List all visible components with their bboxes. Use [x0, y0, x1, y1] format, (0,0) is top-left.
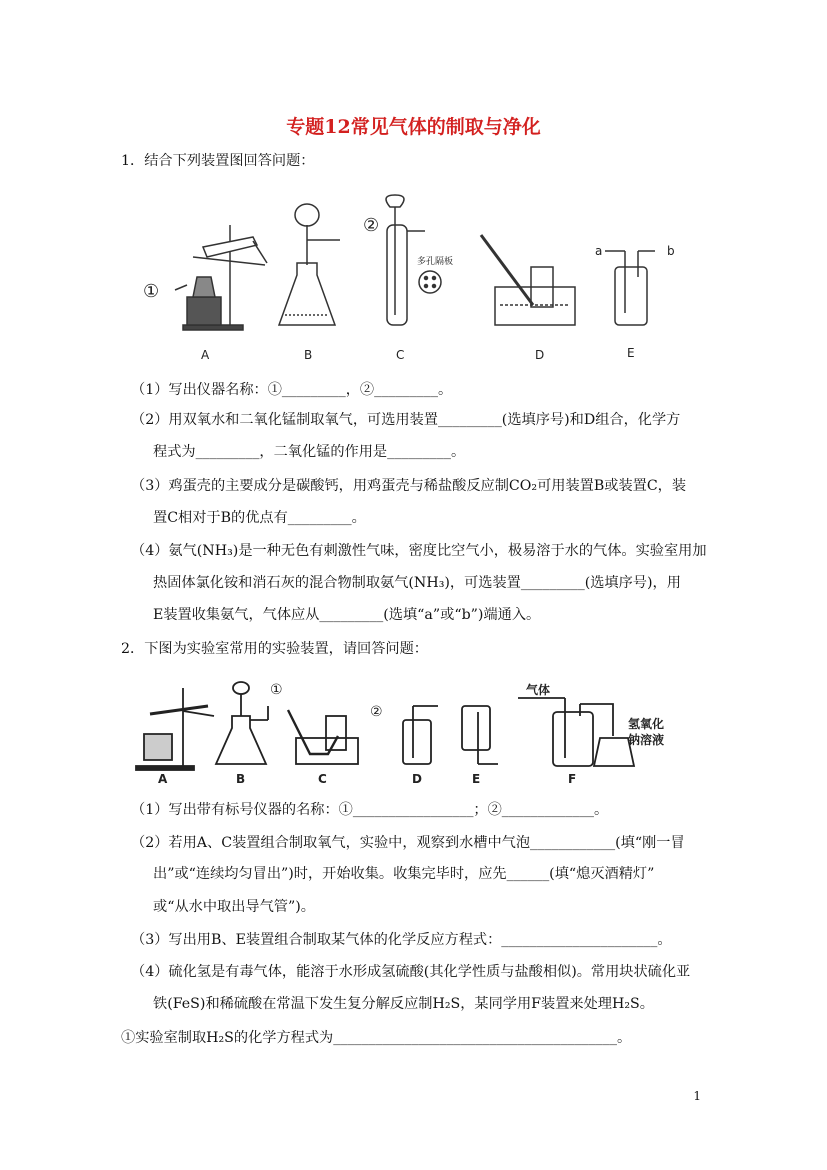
apparatus-d	[481, 235, 575, 325]
apparatus-a	[175, 225, 267, 330]
q1-apparatus-figure	[135, 185, 675, 365]
q1-mark-1: ①	[143, 281, 160, 302]
q1-line-4: （3）鸡蛋壳的主要成分是碳酸钙，用鸡蛋壳与稀盐酸反应制CO₂可用装置B或装置C，装	[131, 478, 687, 494]
q2-solution-label-1: 氢氧化	[628, 717, 665, 731]
apparatus-e	[462, 706, 498, 764]
apparatus-b	[216, 682, 268, 764]
q1-label-c: C	[396, 348, 405, 362]
q1-label-a: A	[201, 348, 210, 362]
q2-mark-1: ①	[270, 682, 283, 698]
q1-label-b: B	[304, 348, 313, 362]
q2-line-1: （1）写出带有标号仪器的名称：①_________________；②_____________。	[131, 802, 609, 818]
q1-line-3: 程式为_________，二氧化锰的作用是_________。	[153, 444, 466, 460]
apparatus-f	[518, 698, 634, 766]
apparatus-e	[605, 251, 655, 325]
q2-label-d: D	[412, 772, 422, 786]
q2-label-f: F	[568, 772, 577, 786]
q2-label-c: C	[318, 772, 327, 786]
q1-line-8: E装置收集氨气，气体应从_________(选填“a”或“b”)端通入。	[153, 607, 541, 623]
q2-line-4: 或“从水中取出导气管”)。	[153, 899, 315, 915]
q2-mark-2: ②	[370, 704, 383, 720]
q2-apparatus-figure	[128, 676, 668, 791]
q2-line-3: 出”或“连续均匀冒出”)时，开始收集。收集完毕时，应先______(填“熄灭酒精灯”	[153, 866, 655, 882]
q1-label-e: E	[627, 346, 635, 360]
apparatus-b	[279, 204, 340, 325]
q1-line-2: （2）用双氧水和二氧化锰制取氧气，可选用装置_________(选填序号)和D组合，化学方	[131, 412, 681, 428]
page-title: 专题12常见气体的制取与净化	[286, 116, 541, 138]
apparatus-d	[403, 706, 438, 764]
q1-label-d: D	[535, 348, 545, 362]
q2-label-b: B	[236, 772, 246, 786]
q2-line-6: （4）硫化氢是有毒气体，能溶于水形成氢硫酸(其化学性质与盐酸相似)。常用块状硫化亚	[131, 964, 691, 980]
q1-line-5: 置C相对于B的优点有_________。	[153, 510, 366, 526]
q1-annotation: 多孔隔板	[417, 257, 454, 267]
q2-line-8: ①实验室制取H₂S的化学方程式为________________________________________。	[121, 1030, 632, 1046]
q1-line-7: 热固体氯化铵和消石灰的混合物制取氨气(NH₃)，可选装置_________(选填序号)，用	[153, 575, 681, 591]
q2-label-a: A	[158, 772, 168, 786]
apparatus-a	[136, 688, 214, 770]
q1-mark-2: ②	[363, 215, 380, 236]
q1-line-6: （4）氨气(NH₃)是一种无色有刺激性气味，密度比空气小，极易溶于水的气体。实验室用加	[131, 543, 707, 559]
q2-solution-label-2: 钠溶液	[628, 733, 665, 747]
q2-line-7: 铁(FeS)和稀硫酸在常温下发生复分解反应制H₂S，某同学用F装置来处理H₂S。	[153, 996, 654, 1012]
q1-line-1: （1）写出仪器名称：①_________，②_________。	[131, 382, 453, 398]
q1-port-b: b	[667, 244, 675, 258]
q1-port-a: a	[595, 244, 603, 258]
apparatus-c	[288, 710, 358, 764]
q2-line-5: （3）写出用B、E装置组合制取某气体的化学反应方程式：______________________。	[131, 932, 672, 948]
q2-gas-label: 气体	[526, 683, 551, 697]
q2-stem: 2．下图为实验室常用的实验装置，请回答问题：	[121, 641, 428, 657]
q2-line-2: （2）若用A、C装置组合制取氧气，实验中，观察到水槽中气泡____________(填“刚一冒	[131, 835, 685, 851]
q1-stem: 1．结合下列装置图回答问题：	[121, 153, 315, 169]
page-number: 1	[693, 1089, 701, 1103]
q2-label-e: E	[472, 772, 481, 786]
